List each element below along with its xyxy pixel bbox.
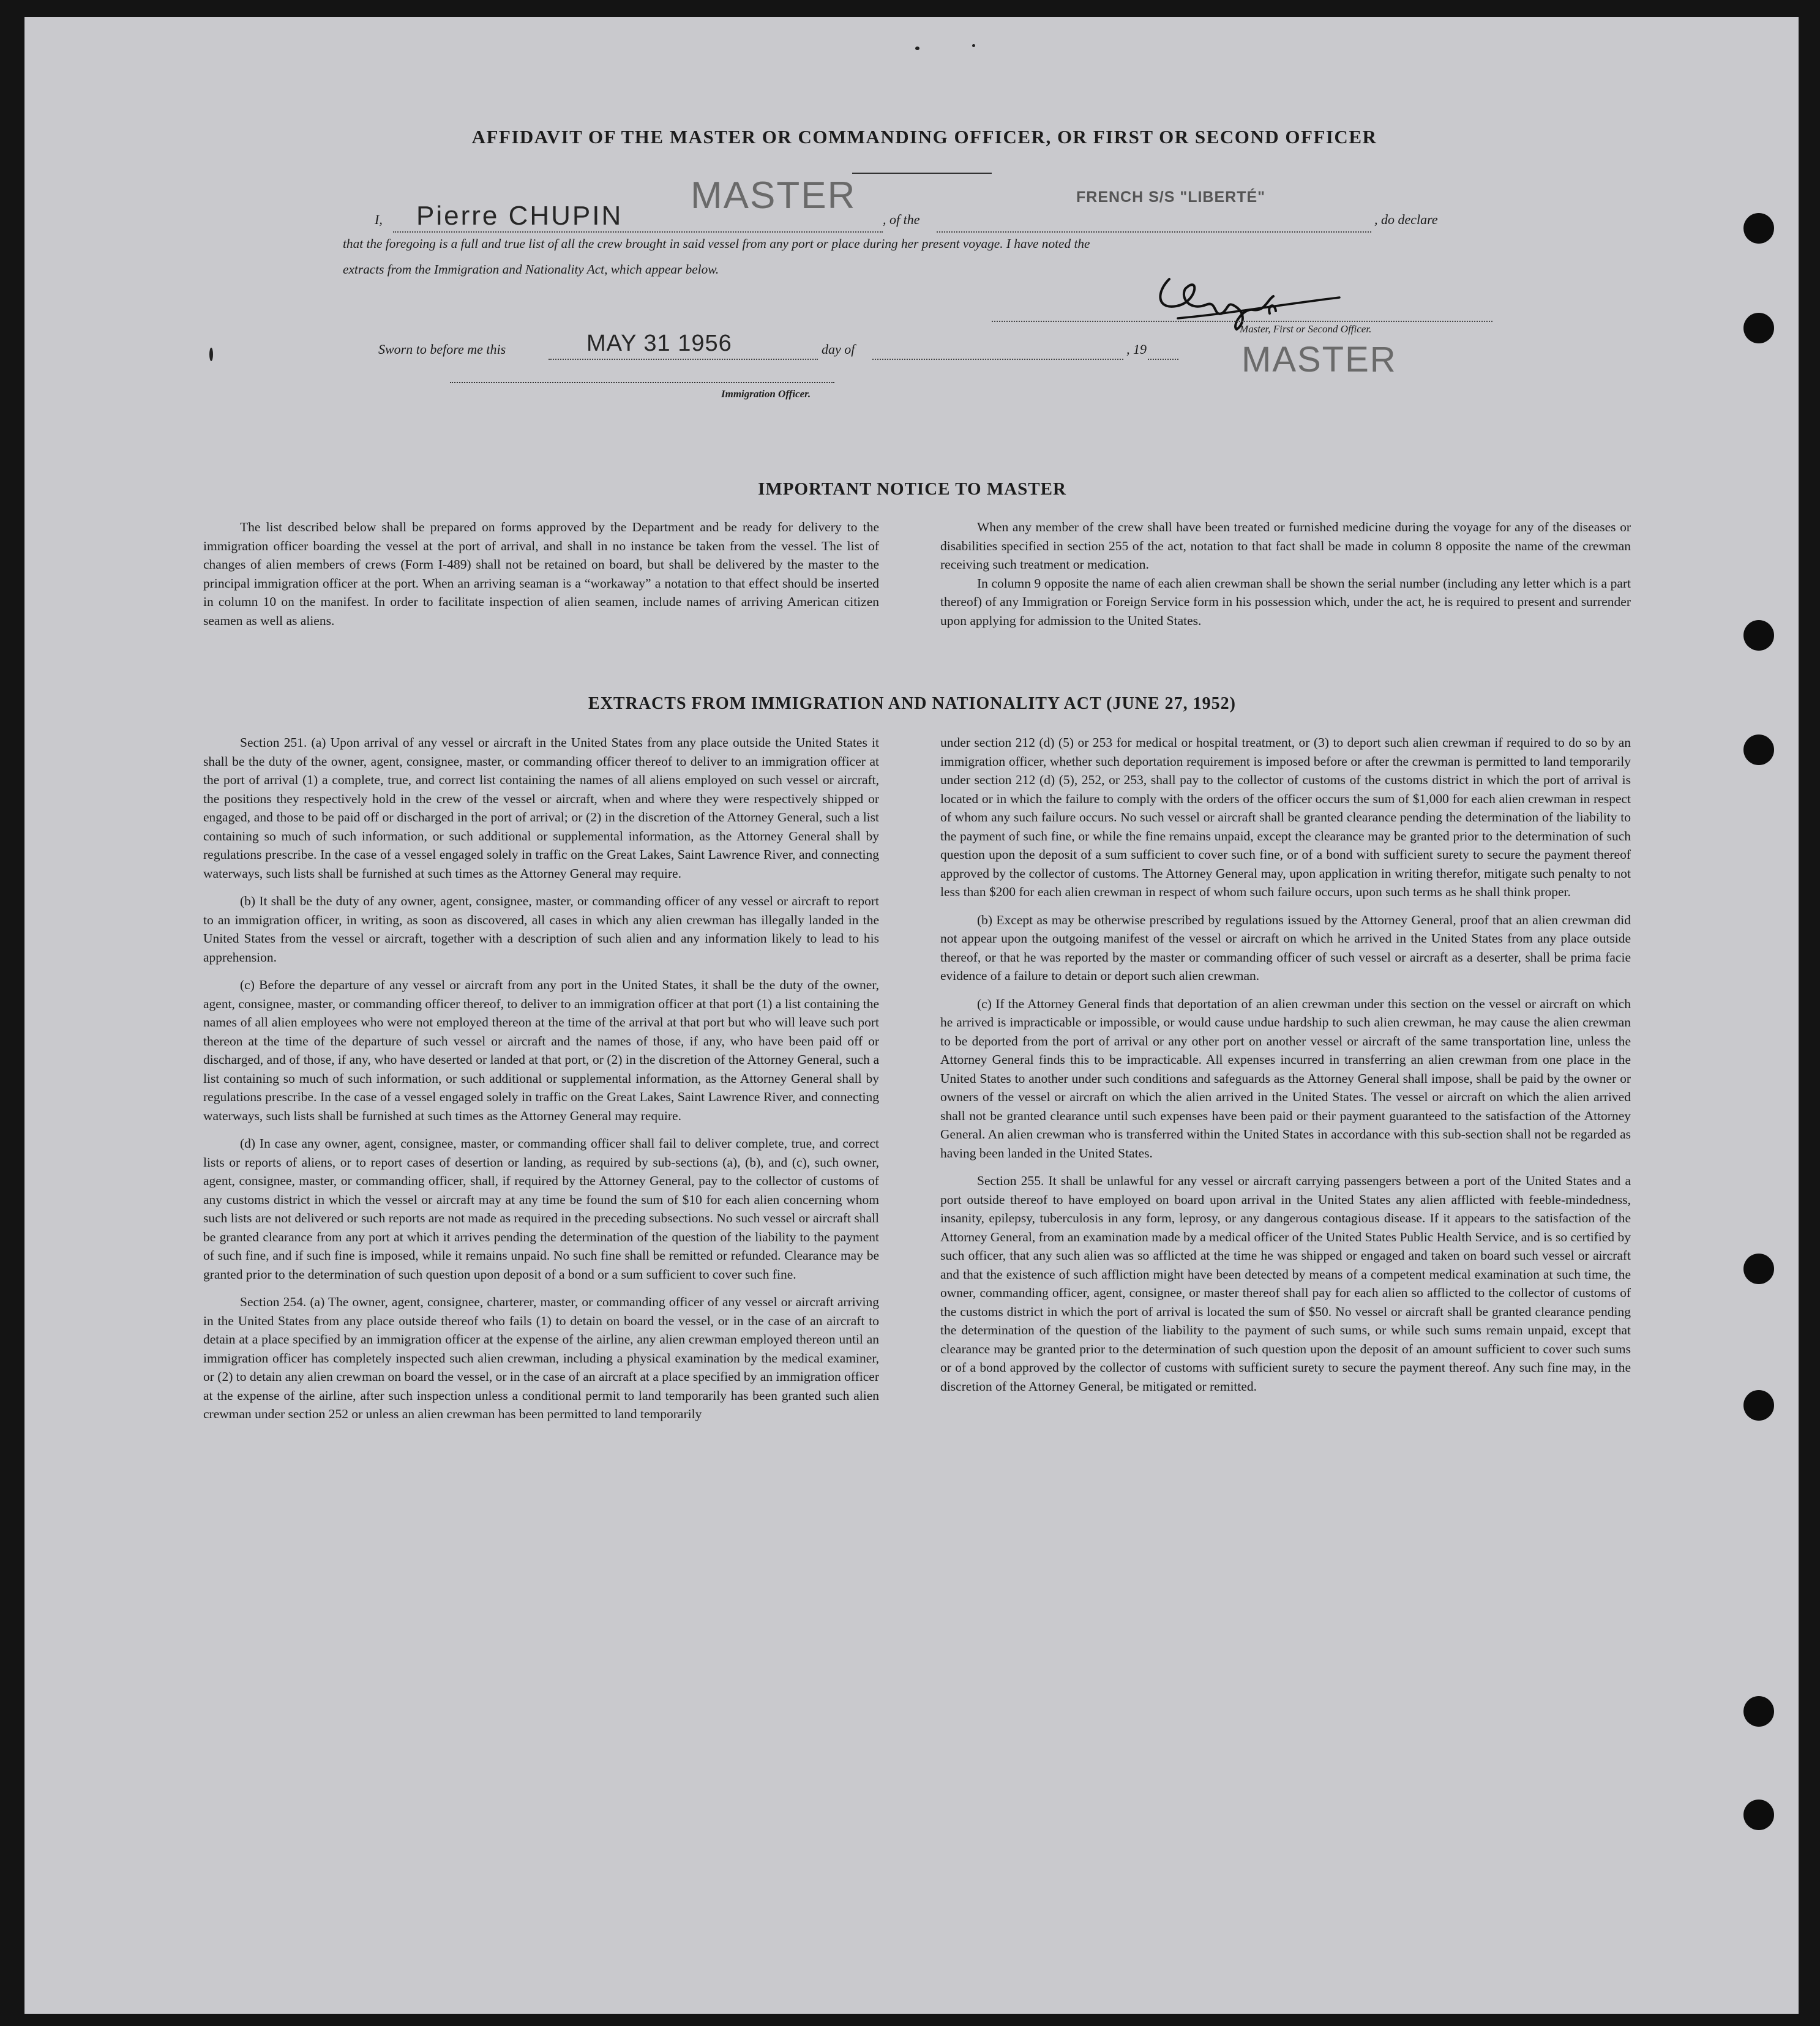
sworn-label: Sworn to before me this (378, 342, 506, 357)
binder-hole (1743, 313, 1774, 343)
master-caption: Master, First or Second Officer. (1240, 323, 1372, 335)
notice-paragraph: In column 9 opposite the name of each alien crewman shall be shown the serial number (including any letter which is a part thereof) of any Immigration or Foreign Service form in his possession which, under the act, he is required to present and surrender upon applying for admission to the United States. (940, 575, 1631, 628)
affidavit-line-3: extracts from the Immigration and Nationality Act, which appear below. (343, 262, 719, 277)
do-declare-label: , do declare (1374, 212, 1438, 227)
month-line (872, 359, 1123, 360)
title-rule (852, 173, 992, 174)
officer-caption: Immigration Officer. (721, 388, 811, 400)
binder-hole (1743, 1696, 1774, 1727)
signature-line (992, 321, 1492, 322)
notice-right-column (940, 518, 1631, 630)
binder-hole (1743, 735, 1774, 765)
rank-stamp: MASTER (691, 174, 856, 217)
year-label: , 19 (1126, 342, 1147, 357)
act-paragraph: (d) In case any owner, agent, consignee, master, or commanding officer shall fail to deliver complete, true, and correct lists or reports of aliens, or to report cases of desertion or landing, as required by sub-sections (a), (b), and (c), such owner, agent, consignee, master, or commanding officer, shall, if required by the Attorney General, pay to the collector of customs of any customs district in which the vessel or aircraft may at any time be found the sum of $10 for each alien concerning whom such lists are not delivered or such reports are not made as required in the preceding subsections. No such vessel or aircraft shall be granted clearance from any port at which it arrives pending the determination of the question of the liability to the payment of such fine, and if such fine is imposed, while it remains unpaid. No such fine shall be remitted or refunded. Clearance may be granted prior to the determination of such question upon deposit of a bond or a sum sufficient to cover such fine. (203, 1136, 879, 1282)
notice-heading: IMPORTANT NOTICE TO MASTER (758, 479, 1066, 499)
notice-paragraph: When any member of the crew shall have been treated or furnished medicine during the voyage for any of the diseases or disabilities specified in section 255 of the act, notation to that fact shall be made in column 8 opposite the name of the crewman receiving such treatment or medication. (940, 520, 1631, 572)
date-line (549, 359, 818, 360)
ink-speck (209, 348, 213, 361)
act-paragraph: (b) It shall be the duty of any owner, agent, consignee, master, or commanding officer of any vessel or aircraft to report to an immigration officer, in writing, as soon as discovered, all cases in which any alien crewman has illegally landed in the United States from the vessel or aircraft, together with a description of such alien and any information likely to lead to his apprehension. (203, 894, 879, 965)
extracts-right-column (940, 733, 1631, 1405)
notice-left-column (203, 518, 879, 630)
master-name: Pierre CHUPIN (416, 201, 623, 231)
affidavit-title: AFFIDAVIT OF THE MASTER OR COMMANDING OFFICER, OR FIRST OR SECOND OFFICER (471, 126, 1377, 148)
i-label: I, (375, 212, 383, 227)
act-paragraph: (b) Except as may be otherwise prescribed by regulations issued by the Attorney General, proof that an alien crewman did not appear upon the outgoing manifest of the vessel or aircraft on which he arrived in the United States from any place outside thereof, or that he was reported by the master or commanding officer of such vessel or aircraft as a deserter, shall be prima facie evidence of a failure to detain or deport such alien crewman. (940, 912, 1631, 983)
year-line (1148, 359, 1178, 360)
binder-hole (1743, 1390, 1774, 1421)
notice-paragraph: The list described below shall be prepared on forms approved by the Department and be ready for delivery to the immigration officer boarding the vessel at the port of arrival, and shall in no instance be taken from the vessel. The list of changes of alien members of crews (Form I-489) shall not be retained on board, but shall be delivered by the master to the principal immigration officer at the port. When an arriving seaman is a “workaway” a notation to that effect should be inserted in column 10 on the manifest. In order to facilitate inspection of alien seamen, include names of arriving American citizen seamen as well as aliens. (203, 520, 879, 628)
vessel-line (937, 231, 1371, 233)
act-paragraph-continued: under section 212 (d) (5) or 253 for medical or hospital treatment, or (3) to deport such alien crewman if required to do so by an immigration officer, whether such deportation requirement is imposed before or after the crewman is permitted to land temporarily under section 212 (d) (5), 252, or 253, shall pay to the collector of customs of the customs district in which the port of arrival is located or in which the failure to comply with the orders of the officer occurs the sum of $1,000 for each alien crewman in respect of whom any such failure occurs. No such vessel or aircraft shall be granted clearance pending the determination of the liability to the payment of such fine, or while the fine remains unpaid, except the clearance may be granted prior to the determination of such question upon the deposit of a sum sufficient to cover such fine, or of a bond with sufficient surety to secure the payment thereof approved by the collector of customs. The Attorney General may, upon application in writing therefor, mitigate such penalty to not less than $200 for each alien crewman in respect of whom such failure occurs, upon such terms as he shall think proper. (940, 735, 1631, 899)
act-paragraph: (c) If the Attorney General finds that deportation of an alien crewman under this section on the vessel or aircraft on which he arrived is impracticable or impossible, or would cause undue hardship to such alien crewman, he may cause the alien crewman to be deported from the port of arrival or any other port on another vessel or aircraft of the same transportation line, unless the Attorney General finds this to be impracticable. All expenses incurred in transferring an alien crewman from one place in the United States to another under such conditions and safeguards as the Attorney General shall impose, shall be paid by the owner or owners of the vessel or aircraft on which the alien arrived in the United States. The vessel or aircraft on which the alien arrived shall not be granted clearance until such expenses have been paid or their payment guaranteed to the satisfaction of the Attorney General. An alien crewman who is transferred within the United States in accordance with this sub-section shall not be regarded as having been landed in the United States. (940, 996, 1631, 1161)
ink-speck (972, 44, 975, 47)
day-of-label: day of (822, 342, 855, 357)
extracts-heading: EXTRACTS FROM IMMIGRATION AND NATIONALITY ACT (JUNE 27, 1952) (588, 694, 1236, 713)
document-page (24, 17, 1799, 2014)
name-line (393, 231, 883, 233)
act-paragraph: (c) Before the departure of any vessel or aircraft from any port in the United States, it shall be the duty of the owner, agent, consignee, master, or commanding officer thereof, to deliver to an immigration officer at that port (1) a list containing the names of all alien employees who were not employed thereon at the time of the arrival at that port but who will leave such port thereon at the time of the departure of such vessel or aircraft and the names of those, if any, who have been paid off or discharged, and of those, if any, who have deserted or landed at that port, or (2) in the discretion of the Attorney General, such a list containing so much of such information, or such additional or supplemental information, as the Attorney General shall by regulations prescribe. In the case of a vessel engaged solely in traffic on the Great Lakes, Saint Lawrence River, and connecting waterways, such lists shall be furnished at such times as the Attorney General may require. (203, 977, 879, 1123)
binder-hole (1743, 620, 1774, 651)
binder-hole (1743, 1254, 1774, 1284)
sworn-date: MAY 31 1956 (586, 331, 732, 356)
binder-hole (1743, 1800, 1774, 1830)
act-paragraph: Section 255. It shall be unlawful for any vessel or aircraft carrying passengers between a port of the United States and a port outside thereof to have employed on board upon arrival in the United States any alien afflicted with feeble-mindedness, insanity, epilepsy, tuberculosis in any form, leprosy, or any dangerous contagious disease. If it appears to the satisfaction of the Attorney General, from an examination made by a medical officer of the United States Public Health Service, and is so certified by such officer, that any such alien was so afflicted at the time he was shipped or engaged and taken on board such vessel or aircraft and that the existence of such affliction might have been detected by means of a competent medical examination at such time, the owner, commanding officer, agent, consignee, or master thereof shall pay for each alien so afflicted to the collector of customs of the customs district in which the port of arrival is located the sum of $50. No vessel or aircraft shall be granted clearance pending the determination of the question of the liability to the payment of such sums, or while such sums remain unpaid, except that clearance may be granted prior to the determination of such question upon the deposit of an amount sufficient to cover such sums or of a bond approved by the collector of customs with sufficient surety to secure the payment thereof. Any such fine may, in the discretion of the Attorney General, be mitigated or remitted. (940, 1173, 1631, 1394)
vessel-name: FRENCH S/S "LIBERTÉ" (1076, 189, 1266, 206)
ink-speck (915, 47, 919, 50)
of-the-label: , of the (883, 212, 920, 227)
act-paragraph: Section 254. (a) The owner, agent, consignee, charterer, master, or commanding officer of any vessel or aircraft arriving in the United States from any place outside thereof who fails (1) to detain on board the vessel, or in the case of an aircraft to detain at a place specified by an immigration officer at the expense of the airline, any alien crewman employed thereon until an immigration officer has completely inspected such alien crewman, including a physical examination by the medical examiner, or (2) to detain any alien crewman on board the vessel, or in the case of an aircraft at a place specified by an immigration officer at the expense of the airline, after such inspection unless a conditional permit to land temporarily has been granted such alien crewman under section 252 or unless an alien crewman has been permitted to land temporarily (203, 1295, 880, 1421)
extracts-left-column (203, 733, 879, 1433)
officer-line (450, 382, 834, 383)
master-stamp: MASTER (1241, 340, 1397, 379)
affidavit-line-2: that the foregoing is a full and true list of all the crew brought in said vessel from any port or place during her present voyage. I have noted the (343, 236, 1090, 251)
act-paragraph: Section 251. (a) Upon arrival of any vessel or aircraft in the United States from any place outside the United States it shall be the duty of the owner, agent, consignee, master, or commanding officer thereof to deliver to an immigration officer at the port of arrival (1) a complete, true, and correct list containing the names of all aliens employed on such vessel or aircraft, the positions they respectively hold in the crew of the vessel or aircraft, when and where they were respectively shipped or engaged, and those to be paid off or discharged in the port of arrival; or (2) in the discretion of the Attorney General, such a list containing so much of such information, or such additional or supplemental information, as the Attorney General shall by regulations prescribe. In the case of a vessel engaged solely in traffic on the Great Lakes, Saint Lawrence River, and connecting waterways, such lists shall be furnished at such times as the Attorney General may require. (203, 735, 879, 881)
binder-hole (1743, 213, 1774, 244)
